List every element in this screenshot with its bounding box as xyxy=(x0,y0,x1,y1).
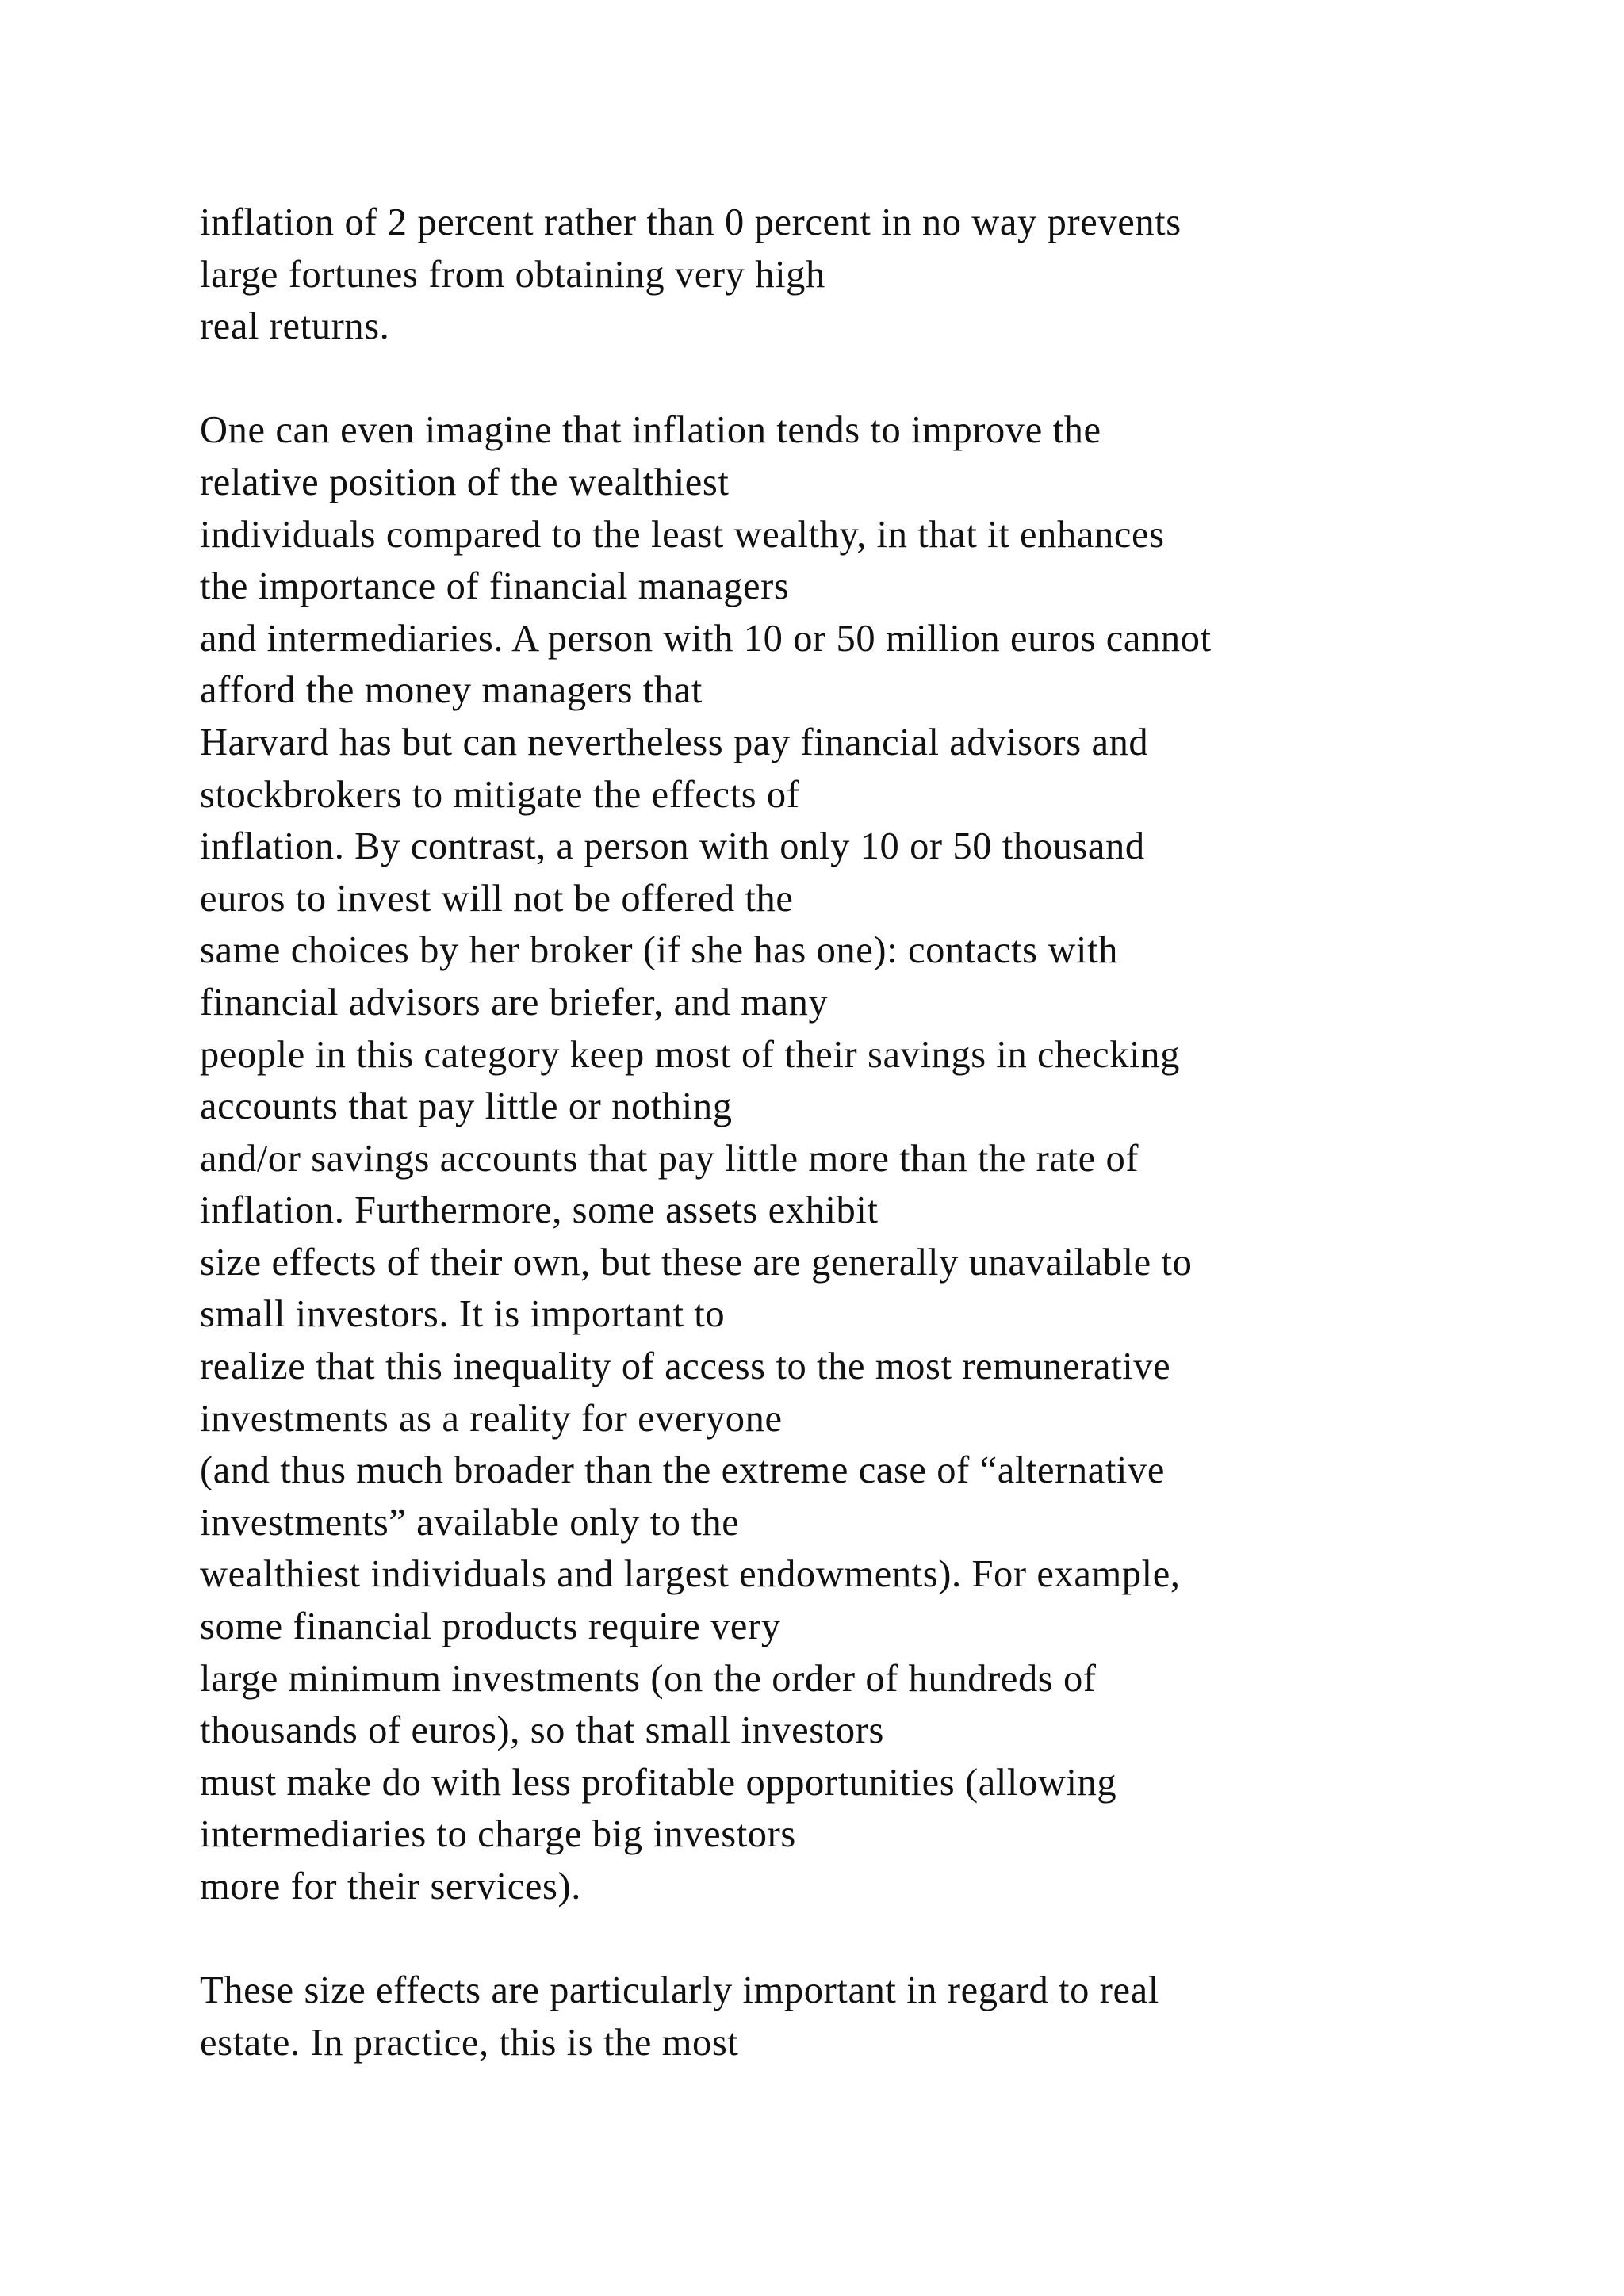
text-line: small investors. It is important to xyxy=(200,1293,726,1336)
text-line: afford the money managers that xyxy=(200,669,703,712)
text-line: realize that this inequality of access to the most remunerative xyxy=(200,1345,1171,1388)
text-line: and/or savings accounts that pay little more than the rate of xyxy=(200,1137,1139,1180)
text-line: large fortunes from obtaining very high xyxy=(200,253,825,296)
text-line: some financial products require very xyxy=(200,1605,781,1648)
text-line: inflation. By contrast, a person with only 10 or 50 thousand xyxy=(200,825,1145,868)
text-line: thousands of euros), so that small investors xyxy=(200,1709,884,1752)
text-line: financial advisors are briefer, and many xyxy=(200,981,829,1024)
paragraph-2 xyxy=(200,404,1595,1912)
text-line: estate. In practice, this is the most xyxy=(200,2021,739,2064)
text-line: the importance of financial managers xyxy=(200,565,790,608)
text-line: and intermediaries. A person with 10 or 50 million euros cannot xyxy=(200,617,1212,660)
text-line: euros to invest will not be offered the xyxy=(200,877,794,920)
document-body xyxy=(200,197,1595,2068)
paragraph-1 xyxy=(200,197,1595,353)
text-line: accounts that pay little or nothing xyxy=(200,1085,733,1128)
text-line: inflation. Furthermore, some assets exhibit xyxy=(200,1189,879,1232)
text-line: more for their services). xyxy=(200,1866,581,1908)
text-line: same choices by her broker (if she has one): contacts with xyxy=(200,929,1118,972)
text-line: These size effects are particularly important in regard to real xyxy=(200,1969,1159,2012)
text-line: investments” available only to the xyxy=(200,1501,740,1544)
text-line: (and thus much broader than the extreme case of “alternative xyxy=(200,1449,1165,1492)
paragraph-break xyxy=(200,353,1595,405)
paragraph-3 xyxy=(200,1965,1595,2068)
text-line: size effects of their own, but these are generally unavailable to xyxy=(200,1241,1193,1284)
text-line: people in this category keep most of their savings in checking xyxy=(200,1033,1180,1076)
text-line: individuals compared to the least wealthy, in that it enhances xyxy=(200,513,1165,556)
text-line: stockbrokers to mitigate the effects of xyxy=(200,773,800,816)
text-line: investments as a reality for everyone xyxy=(200,1397,783,1440)
text-line: wealthiest individuals and largest endowments). For example, xyxy=(200,1553,1181,1596)
text-line: real returns. xyxy=(200,305,390,348)
text-line: One can even imagine that inflation tends to improve the xyxy=(200,409,1101,452)
paragraph-break xyxy=(200,1913,1595,1965)
text-line: intermediaries to charge big investors xyxy=(200,1813,796,1856)
text-line: relative position of the wealthiest xyxy=(200,461,730,503)
text-line: must make do with less profitable opportunities (allowing xyxy=(200,1761,1117,1804)
text-line: large minimum investments (on the order of hundreds of xyxy=(200,1657,1097,1700)
text-line: Harvard has but can nevertheless pay financial advisors and xyxy=(200,721,1149,763)
text-line: inflation of 2 percent rather than 0 percent in no way prevents xyxy=(200,201,1182,243)
